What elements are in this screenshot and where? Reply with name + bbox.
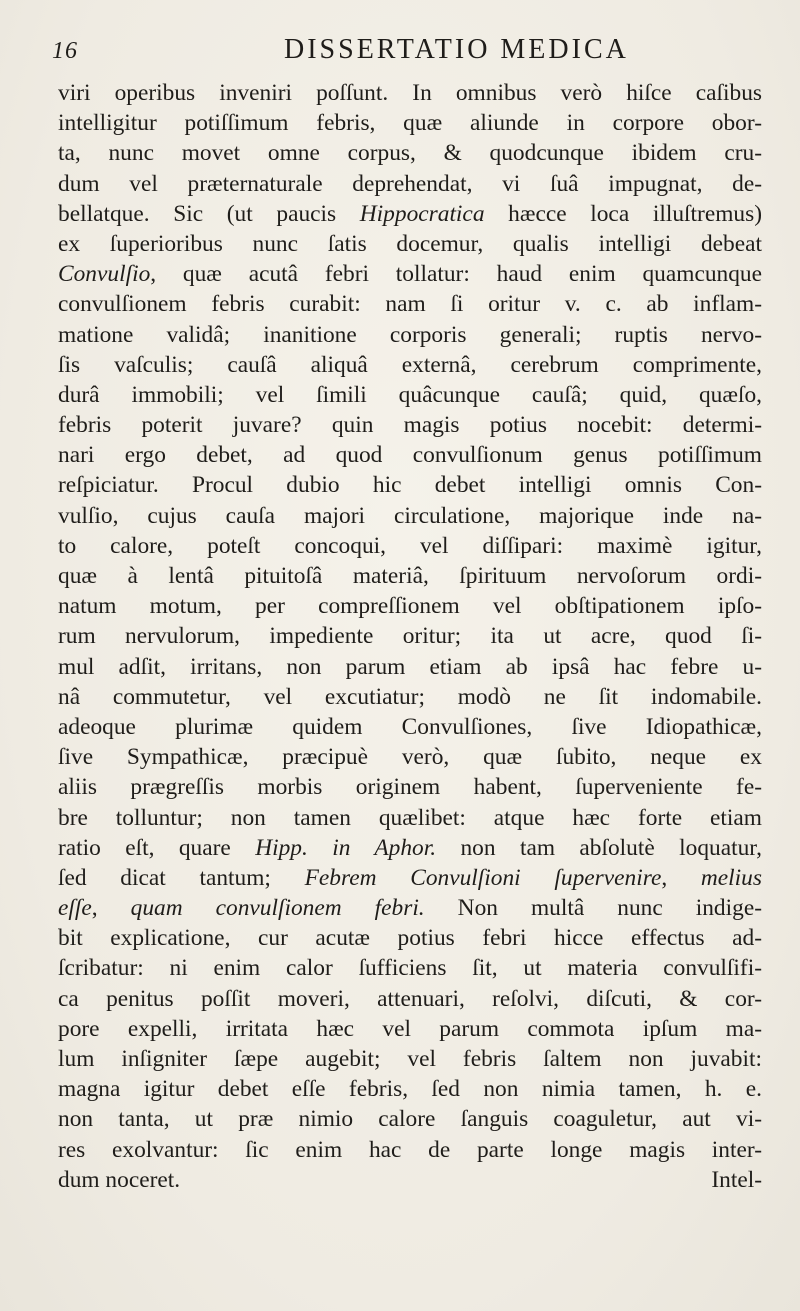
text-segment: res exolvantur: ſic enim hac de parte longe magis inter- [58, 1136, 762, 1163]
text-line [58, 923, 762, 953]
italic-text: Hippocratica [359, 200, 485, 227]
text-line [58, 350, 762, 380]
text-line [58, 501, 762, 531]
italic-text: Febrem Convulſioni ſupervenire [304, 864, 662, 891]
text-segment: ratio eſt, quare [58, 834, 256, 861]
text-segment: non tam abſolutè loquatur, [436, 834, 762, 861]
text-line [58, 863, 762, 893]
text-segment: Non multâ nunc indige- [424, 895, 762, 922]
text-segment: ta, nunc movet omne corpus, & quodcunque ibidem cru- [58, 140, 762, 167]
text-line [58, 803, 762, 833]
text-line [58, 1074, 762, 1104]
text-line [58, 682, 762, 712]
text-segment: ſcribatur: ni enim calor ſufficiens ſit, ut materia convulſifi- [58, 955, 762, 982]
text-line [58, 199, 762, 229]
text-segment: hæcce loca illuſtremus) [484, 200, 762, 227]
text-segment: , [91, 895, 131, 922]
text-line [58, 410, 762, 440]
text-line [58, 169, 762, 199]
text-line [58, 893, 762, 923]
text-segment: matione validâ; inanitione corporis generali; ruptis nervo- [58, 321, 762, 348]
text-line [58, 1104, 762, 1134]
catchword: Intel- [711, 1166, 762, 1193]
text-line [58, 984, 762, 1014]
text-segment: reſpiciatur. Procul dubio hic debet intelligi omnis Con- [58, 472, 762, 499]
text-segment: intelligitur potiſſimum febris, quæ aliunde in corpore obor- [58, 110, 762, 137]
text-segment: durâ immobili; vel ſimili quâcunque cauſâ; quid, quæſo, [58, 381, 762, 408]
text-segment: vulſio, cujus cauſa majori circulatione, majorique inde na- [58, 502, 762, 529]
text-segment: quæ à lentâ pituitoſâ materiâ, ſpirituum nervoſorum ordi- [58, 563, 762, 589]
text-line [58, 712, 762, 742]
running-title: DISSERTATIO MEDICA [284, 34, 629, 65]
text-segment: febris poterit juvare? quin magis potius nocebit: determi- [58, 412, 762, 439]
text-segment: non tanta, ut præ nimio calore ſanguis coaguletur, aut vi- [58, 1106, 762, 1133]
text-segment: magna igitur debet eſſe febris, ſed non nimia tamen, h. e. [58, 1076, 762, 1103]
text-segment: ſed dicat tantum; [58, 864, 305, 891]
text-line [58, 470, 762, 500]
text-line [58, 561, 762, 591]
text-line [58, 772, 762, 802]
text-segment: ſis vaſculis; cauſâ aliquâ externâ, cerebrum comprimente, [58, 351, 762, 378]
italic-text: eſſe [58, 895, 92, 922]
text-segment: ſive Sympathicæ, præcipuè verò, quæ ſubito, neque ex [58, 744, 762, 771]
text-line [58, 108, 762, 138]
text-line-last [58, 1165, 762, 1195]
text-segment: , quæ acutâ febri tollatur: haud enim quamcunque [150, 261, 762, 288]
text-segment: viri operibus inveniri poſſunt. In omnibus verò hiſce caſibus [58, 80, 762, 106]
text-segment: bellatque. Sic (ut paucis [58, 200, 360, 227]
text-line [58, 78, 762, 108]
italic-text: Convulſio [58, 261, 151, 288]
italic-text: melius [700, 864, 762, 891]
text-segment: aliis prægreſſis morbis originem habent, ſuperveniente fe- [58, 774, 762, 801]
text-line [58, 138, 762, 168]
italic-text: quam convulſionem febri. [130, 895, 425, 922]
italic-text: Hipp. in Aphor. [255, 834, 437, 861]
text-line [58, 742, 762, 772]
text-line [58, 289, 762, 319]
text-segment: convulſionem febris curabit: nam ſi oritur v. c. ab inflam- [58, 291, 762, 318]
text-line [58, 1014, 762, 1044]
text-segment: ex ſuperioribus nunc ſatis docemur, qualis intelligi debeat [58, 230, 762, 257]
text-line [58, 1135, 762, 1165]
text-segment: nari ergo debet, ad quod convulſionum genus potiſſimum [58, 442, 762, 469]
text-line [58, 320, 762, 350]
text-line [58, 229, 762, 259]
text-line [58, 591, 762, 621]
text-line [58, 1044, 762, 1074]
text-segment: to calore, poteſt concoqui, vel diſſipari: maximè igitur, [58, 532, 762, 559]
text-segment: lum inſigniter ſæpe augebit; vel febris ſaltem non juvabit: [58, 1046, 762, 1072]
text-segment: pore expelli, irritata hæc vel parum commota ipſum ma- [58, 1015, 762, 1042]
text-line [58, 652, 762, 682]
text-segment: ca penitus poſſit moveri, attenuari, reſolvi, diſcuti, & cor- [58, 985, 762, 1012]
text-segment: dum noceret. [58, 1166, 181, 1193]
body-text [58, 78, 762, 1195]
text-line [58, 440, 762, 470]
page-number: 16 [52, 38, 78, 64]
text-line [58, 833, 762, 863]
text-segment: mul adſit, irritans, non parum etiam ab ipsâ hac febre u- [58, 653, 762, 680]
text-line [58, 953, 762, 983]
text-line [58, 259, 762, 289]
text-segment: bre tolluntur; non tamen quælibet: atque hæc forte etiam [58, 804, 762, 831]
text-segment: rum nervulorum, impediente oritur; ita ut acre, quod ſi- [58, 623, 762, 650]
text-segment: , [661, 864, 701, 891]
page-header [52, 34, 752, 68]
text-line [58, 621, 762, 651]
text-segment: bit explicatione, cur acutæ potius febri hicce effectus ad- [58, 925, 762, 952]
text-line [58, 531, 762, 561]
text-line [58, 380, 762, 410]
text-segment: adeoque plurimæ quidem Convulſiones, ſive Idiopathicæ, [58, 713, 762, 740]
text-segment: dum vel præternaturale deprehendat, vi ſuâ impugnat, de- [58, 170, 762, 197]
text-segment: nâ commutetur, vel excutiatur; modò ne ſit indomabile. [58, 683, 762, 710]
text-segment: natum motum, per compreſſionem vel obſtipationem ipſo- [58, 593, 762, 620]
